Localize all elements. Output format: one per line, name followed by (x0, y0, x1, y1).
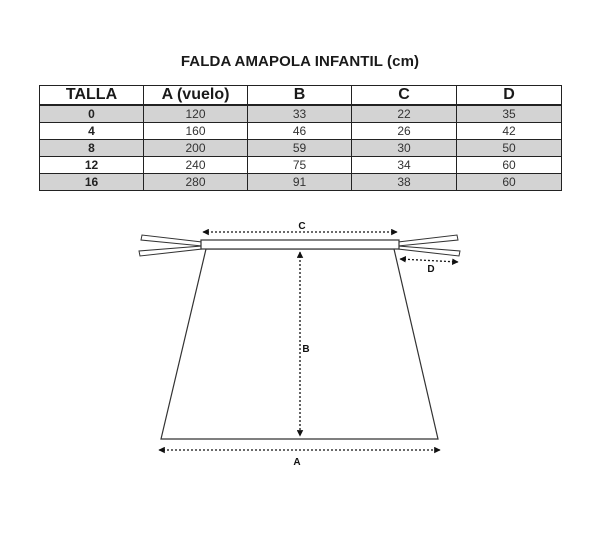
header-a: A (vuelo) (144, 86, 248, 106)
cell-a: 240 (144, 157, 248, 174)
cell-c: 38 (352, 174, 457, 191)
cell-d: 42 (457, 123, 562, 140)
dimension-c-label: C (298, 221, 306, 232)
cell-a: 160 (144, 123, 248, 140)
dimension-a-label: A (293, 457, 301, 468)
cell-d: 35 (457, 105, 562, 123)
header-c: C (352, 86, 457, 106)
cell-b: 33 (248, 105, 352, 123)
left-ties (139, 235, 202, 256)
header-talla: TALLA (40, 86, 144, 106)
cell-talla: 0 (40, 105, 144, 123)
dimension-d-line (400, 259, 458, 262)
cell-talla: 8 (40, 140, 144, 157)
waistband (201, 240, 399, 249)
dimension-b-label: B (302, 344, 310, 355)
chart-title: FALDA AMAPOLA INFANTIL (cm) (180, 53, 420, 70)
right-ties (398, 235, 460, 256)
cell-d: 60 (457, 174, 562, 191)
header-d: D (457, 86, 562, 106)
cell-d: 50 (457, 140, 562, 157)
cell-talla: 12 (40, 157, 144, 174)
cell-a: 280 (144, 174, 248, 191)
header-b: B (248, 86, 352, 106)
cell-b: 91 (248, 174, 352, 191)
cell-d: 60 (457, 157, 562, 174)
cell-a: 200 (144, 140, 248, 157)
cell-talla: 4 (40, 123, 144, 140)
cell-c: 34 (352, 157, 457, 174)
cell-talla: 16 (40, 174, 144, 191)
cell-c: 22 (352, 105, 457, 123)
cell-c: 26 (352, 123, 457, 140)
cell-c: 30 (352, 140, 457, 157)
cell-b: 46 (248, 123, 352, 140)
cell-a: 120 (144, 105, 248, 123)
cell-b: 59 (248, 140, 352, 157)
dimension-d-label: D (427, 264, 435, 275)
cell-b: 75 (248, 157, 352, 174)
